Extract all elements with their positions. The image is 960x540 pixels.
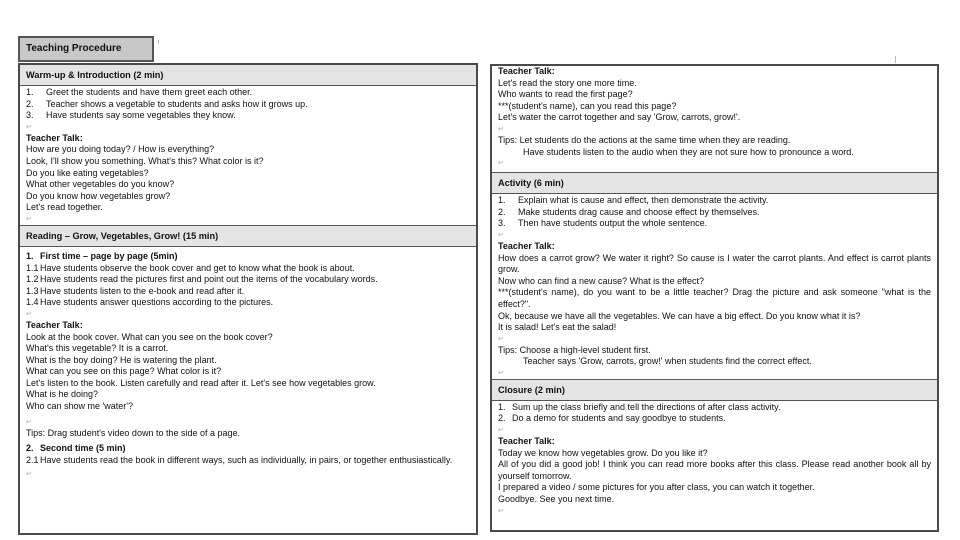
second-time-item: 2.1 Have students read the book in different ways, such as individually, in pairs, or together enthusiastically.	[26, 454, 453, 465]
talk-line: What's this vegetable? It is a carrot.	[26, 343, 169, 354]
talk-line: Goodbye. See you next time.	[498, 494, 615, 505]
closure-step: 1. Sum up the class briefly and tell the directions of after class activity.	[498, 401, 781, 412]
talk-line: Do you know how vegetables grow?	[26, 190, 171, 201]
paragraph-mark: ↵	[498, 125, 504, 133]
warmup-heading: Warm-up & Introduction (2 min)	[20, 65, 476, 86]
first-time-title: 1. First time – page by page (5min)	[26, 250, 178, 261]
talk-line: Ok, because we have all the vegetables. We can have a big effect. Do you know what it is?	[498, 310, 861, 321]
paragraph-mark: ↵	[498, 369, 504, 377]
warmup-step: 3. Have students say some vegetables they know.	[26, 110, 236, 121]
warmup-step: 1. Greet the students and have them greet each other.	[26, 87, 253, 97]
activity-body	[492, 194, 937, 379]
left-panel	[18, 63, 478, 535]
talk-line: What other vegetables do you know?	[26, 179, 175, 190]
page-title: Teaching Procedure	[18, 36, 154, 62]
tips-line: Have students listen to the audio when they are not sure how to pronounce a word.	[523, 146, 854, 157]
talk-line: What is the boy doing? He is watering the plant.	[26, 354, 217, 365]
first-time-item: 1.2 Have students read the pictures first and point out the items of the vocabulary words.	[26, 274, 378, 285]
tips-line: Tips: Let students do the actions at the same time when they are reading.	[498, 134, 791, 145]
talk-line: I prepared a video / some pictures for you after class, you can watch it together.	[498, 482, 815, 493]
teacher-talk-label: Teacher Talk:	[26, 319, 83, 330]
activity-step: 1. Explain what is cause and effect, then demonstrate the activity.	[498, 195, 769, 206]
tips-line: Tips: Choose a high-level student first.	[498, 344, 651, 355]
paragraph-mark: ↵	[498, 335, 504, 343]
talk-line: How does a carrot grow? We water it right? So cause is I water the carrot plants. And effect is carrot plants grow.	[498, 252, 931, 275]
first-time-item: 1.3 Have students listen to the e-book and read after it.	[26, 285, 245, 296]
paragraph-mark: ↵	[26, 418, 32, 426]
talk-line: All of you did a good job! I think you can read more books after this class. Please read another book all by yourself tomorrow.	[498, 459, 931, 481]
talk-line: Look, I'll show you something. What's this? What color is it?	[26, 155, 264, 166]
talk-line: Who wants to read the first page?	[498, 89, 633, 100]
teacher-talk-label: Teacher Talk:	[498, 240, 555, 251]
paragraph-mark: ↵	[498, 427, 504, 435]
warmup-step: 2. Teacher shows a vegetable to students and asks how it grows up.	[26, 98, 308, 109]
talk-line: Let's water the carrot together and say 'Grow, carrots, grow!'.	[498, 112, 741, 123]
talk-line: ***(student's name), do you want to be a little teacher? Drag the picture and ask someone "what is the effect?".	[498, 287, 931, 309]
continued-body	[492, 66, 937, 169]
paragraph-mark: ↵	[26, 215, 32, 223]
talk-line: How are you doing today? / How is everything?	[26, 144, 215, 155]
paragraph-mark: ↵	[498, 160, 504, 168]
paragraph-mark: ↵	[26, 471, 32, 479]
paragraph-mark: ↵	[26, 123, 32, 131]
warmup-body	[20, 86, 476, 225]
ruler-tick	[158, 40, 159, 44]
talk-line: Who can show me 'water'?	[26, 401, 133, 412]
talk-line: It is salad! Let's eat the salad!	[498, 322, 617, 333]
first-time-item: 1.1 Have students observe the book cover and get to know what the book is about.	[26, 262, 355, 273]
talk-line: Let's read the story one more time.	[498, 77, 637, 88]
talk-line: ***(student's name), can you read this page?	[498, 100, 677, 111]
paragraph-mark: ↵	[498, 507, 504, 515]
talk-line: Let's read together.	[26, 202, 103, 213]
activity-step: 3. Then have students output the whole sentence.	[498, 218, 708, 229]
talk-line: Do you like eating vegetables?	[26, 167, 149, 178]
first-time-item: 1.4 Have students answer questions according to the pictures.	[26, 297, 274, 308]
teacher-talk-label: Teacher Talk:	[498, 66, 555, 76]
paragraph-mark: ↵	[26, 310, 32, 318]
ruler-tick	[895, 56, 896, 63]
teacher-talk-label: Teacher Talk:	[26, 132, 83, 143]
talk-line: Today we know how vegetables grow. Do you like it?	[498, 447, 708, 458]
activity-step: 2. Make students drag cause and choose effect by themselves.	[498, 206, 760, 217]
talk-line: Now who can find a new cause? What is the effect?	[498, 275, 704, 286]
talk-line: Look at the book cover. What can you see on the book cover?	[26, 331, 273, 342]
second-time-title: 2. Second time (5 min)	[26, 443, 126, 454]
closure-step: 2. Do a demo for students and say goodbye to students.	[498, 413, 726, 424]
tips-line: Teacher says 'Grow, carrots, grow!' when students find the correct effect.	[523, 356, 812, 367]
reading-heading: Reading – Grow, Vegetables, Grow! (15 min)	[20, 225, 476, 247]
talk-line: Let's listen to the book. Listen carefully and read after it. Let's see how vegetables grow.	[26, 377, 376, 388]
closure-body	[492, 401, 937, 517]
reading-body	[20, 247, 476, 481]
talk-line: What is he doing?	[26, 389, 99, 400]
right-panel	[490, 64, 939, 532]
activity-heading: Activity (6 min)	[492, 172, 937, 194]
paragraph-mark: ↵	[498, 231, 504, 239]
closure-heading: Closure (2 min)	[492, 379, 937, 401]
talk-line: What can you see on this page? What color is it?	[26, 366, 222, 377]
teacher-talk-label: Teacher Talk:	[498, 436, 555, 447]
tips-line: Tips: Drag student's video down to the side of a page.	[26, 427, 241, 438]
